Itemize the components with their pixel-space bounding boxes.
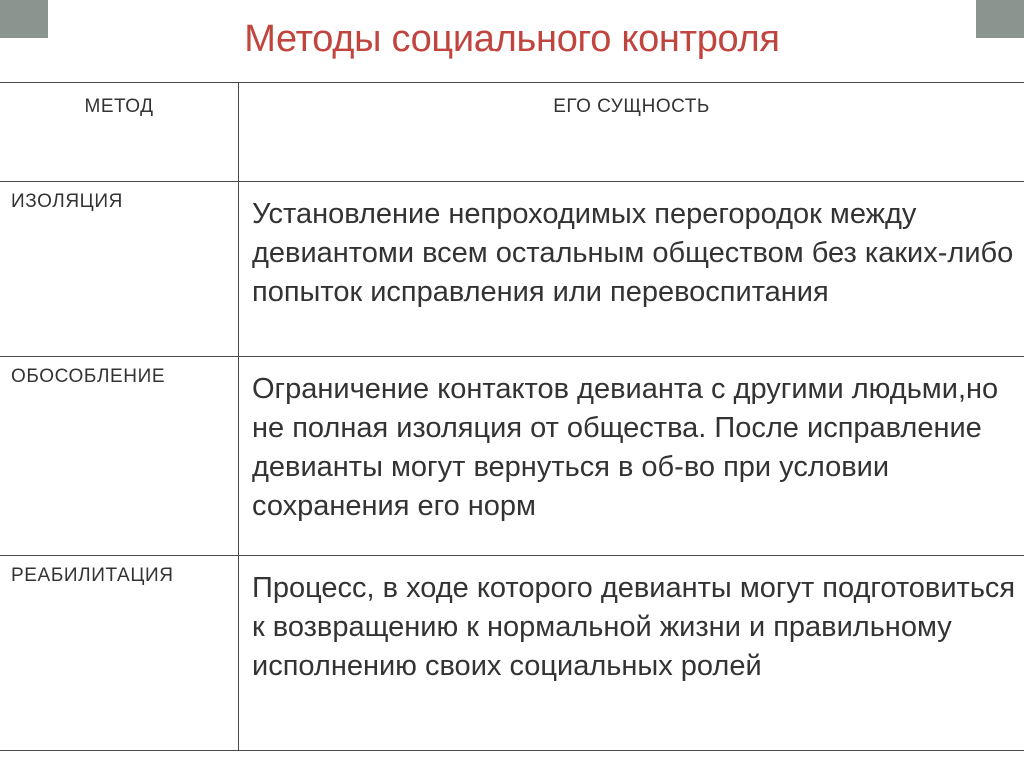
- method-cell: [0, 182, 239, 357]
- header-cell-method: [0, 83, 239, 182]
- description-cell: [239, 357, 1024, 556]
- header-method-label: МЕТОД: [84, 96, 154, 117]
- method-name: ИЗОЛЯЦИЯ: [11, 191, 123, 212]
- slide-title: Методы социального контроля: [244, 18, 780, 60]
- method-cell: [0, 556, 239, 751]
- table-row: [0, 357, 1024, 556]
- method-description: Процесс, в ходе которого девианты могут подготовиться к возвращению к нормальной жизни и правильному исполнению своих социальных ролей: [252, 572, 1016, 682]
- description-cell: [239, 182, 1024, 357]
- method-name: РЕАБИЛИТАЦИЯ: [11, 565, 174, 586]
- description-cell: [239, 556, 1024, 751]
- methods-table: [0, 82, 1024, 751]
- method-description: Установление непроходимых перегородок между девиантоми всем остальным обществом без каких-либо попыток исправления или перевоспитания: [252, 198, 1014, 308]
- table-row: [0, 556, 1024, 751]
- method-description: Ограничение контактов девианта с другими людьми,но не полная изоляция от общества. После исправление девианты могут вернуться в об-во при условии сохранения его норм: [252, 373, 999, 522]
- header-cell-essence: [239, 83, 1024, 182]
- method-name: ОБОСОБЛЕНИЕ: [11, 366, 166, 387]
- table-row: [0, 182, 1024, 357]
- method-cell: [0, 357, 239, 556]
- header-essence-label: ЕГО СУЩНОСТЬ: [553, 96, 710, 117]
- table-header-row: [0, 83, 1024, 182]
